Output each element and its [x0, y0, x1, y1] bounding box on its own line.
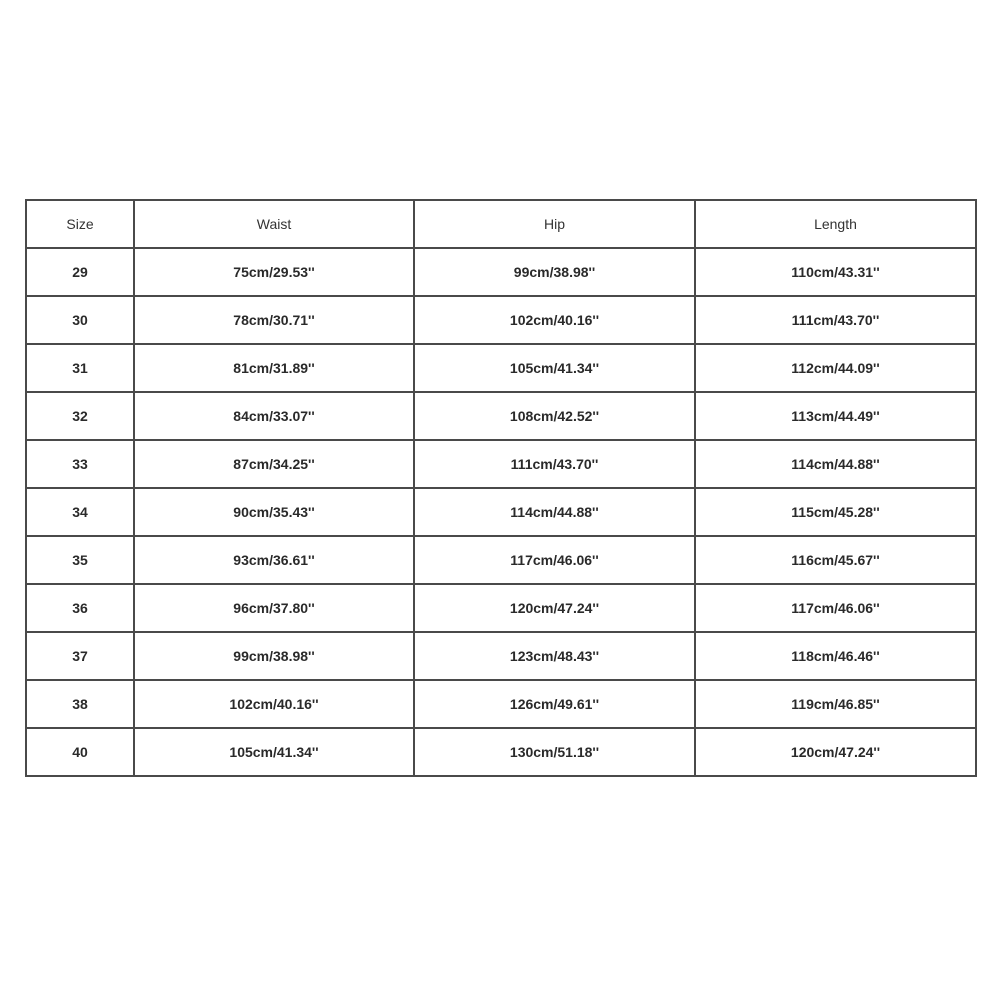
table-row [26, 680, 976, 728]
table-row [26, 248, 976, 296]
table-row [26, 344, 976, 392]
size-cell: 40 [26, 728, 134, 776]
hip-cell: 102cm/40.16'' [414, 296, 695, 344]
size-cell: 30 [26, 296, 134, 344]
header-waist: Waist [134, 200, 414, 248]
hip-cell: 114cm/44.88'' [414, 488, 695, 536]
size-chart-table [25, 199, 977, 777]
hip-cell: 123cm/48.43'' [414, 632, 695, 680]
table-row [26, 536, 976, 584]
table-row [26, 584, 976, 632]
table-row [26, 296, 976, 344]
waist-cell: 105cm/41.34'' [134, 728, 414, 776]
table-row [26, 632, 976, 680]
length-cell: 113cm/44.49'' [695, 392, 976, 440]
size-cell: 37 [26, 632, 134, 680]
size-cell: 38 [26, 680, 134, 728]
header-size: Size [26, 200, 134, 248]
size-cell: 29 [26, 248, 134, 296]
size-cell: 36 [26, 584, 134, 632]
length-cell: 119cm/46.85'' [695, 680, 976, 728]
table-row [26, 392, 976, 440]
header-row [26, 200, 976, 248]
hip-cell: 99cm/38.98'' [414, 248, 695, 296]
waist-cell: 102cm/40.16'' [134, 680, 414, 728]
size-cell: 32 [26, 392, 134, 440]
length-cell: 117cm/46.06'' [695, 584, 976, 632]
waist-cell: 81cm/31.89'' [134, 344, 414, 392]
hip-cell: 111cm/43.70'' [414, 440, 695, 488]
hip-cell: 130cm/51.18'' [414, 728, 695, 776]
length-cell: 111cm/43.70'' [695, 296, 976, 344]
table-row [26, 728, 976, 776]
length-cell: 116cm/45.67'' [695, 536, 976, 584]
header-length: Length [695, 200, 976, 248]
hip-cell: 126cm/49.61'' [414, 680, 695, 728]
waist-cell: 84cm/33.07'' [134, 392, 414, 440]
size-cell: 31 [26, 344, 134, 392]
hip-cell: 120cm/47.24'' [414, 584, 695, 632]
hip-cell: 108cm/42.52'' [414, 392, 695, 440]
waist-cell: 93cm/36.61'' [134, 536, 414, 584]
length-cell: 114cm/44.88'' [695, 440, 976, 488]
length-cell: 115cm/45.28'' [695, 488, 976, 536]
waist-cell: 90cm/35.43'' [134, 488, 414, 536]
size-cell: 33 [26, 440, 134, 488]
size-cell: 35 [26, 536, 134, 584]
waist-cell: 99cm/38.98'' [134, 632, 414, 680]
size-cell: 34 [26, 488, 134, 536]
hip-cell: 117cm/46.06'' [414, 536, 695, 584]
table-row [26, 488, 976, 536]
waist-cell: 78cm/30.71'' [134, 296, 414, 344]
length-cell: 120cm/47.24'' [695, 728, 976, 776]
waist-cell: 96cm/37.80'' [134, 584, 414, 632]
waist-cell: 75cm/29.53'' [134, 248, 414, 296]
length-cell: 110cm/43.31'' [695, 248, 976, 296]
length-cell: 112cm/44.09'' [695, 344, 976, 392]
table-row [26, 440, 976, 488]
length-cell: 118cm/46.46'' [695, 632, 976, 680]
waist-cell: 87cm/34.25'' [134, 440, 414, 488]
header-hip: Hip [414, 200, 695, 248]
hip-cell: 105cm/41.34'' [414, 344, 695, 392]
